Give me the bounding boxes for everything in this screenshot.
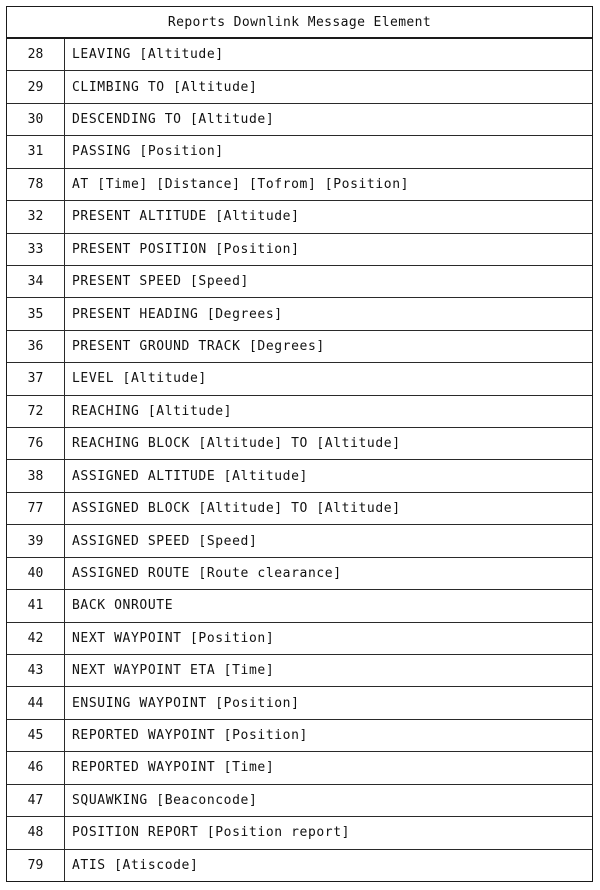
table-row <box>7 71 592 103</box>
table-row <box>7 525 592 557</box>
message-element: PASSING [Position] <box>72 144 224 160</box>
table-row <box>7 363 592 395</box>
message-element: ENSUING WAYPOINT [Position] <box>72 695 300 711</box>
table-row <box>7 396 592 428</box>
message-element: LEVEL [Altitude] <box>72 371 207 387</box>
message-number: 44 <box>7 687 65 718</box>
message-number: 72 <box>7 396 65 427</box>
table-row <box>7 201 592 233</box>
message-number: 41 <box>7 590 65 621</box>
message-number: 43 <box>7 655 65 686</box>
message-element: ASSIGNED SPEED [Speed] <box>72 533 258 549</box>
message-number: 46 <box>7 752 65 783</box>
message-element: NEXT WAYPOINT [Position] <box>72 630 275 646</box>
message-element: DESCENDING TO [Altitude] <box>72 112 275 128</box>
table-body <box>7 7 592 881</box>
message-number: 31 <box>7 136 65 167</box>
message-number: 79 <box>7 850 65 881</box>
message-element: REACHING BLOCK [Altitude] TO [Altitude] <box>72 436 401 452</box>
reports-downlink-table <box>6 6 593 882</box>
message-element: PRESENT ALTITUDE [Altitude] <box>72 209 300 225</box>
table-rows <box>7 39 592 881</box>
message-number: 39 <box>7 525 65 556</box>
message-number: 38 <box>7 460 65 491</box>
message-element: AT [Time] [Distance] [Tofrom] [Position] <box>72 176 410 192</box>
table-row <box>7 687 592 719</box>
table-row <box>7 104 592 136</box>
table-row <box>7 460 592 492</box>
table-row <box>7 558 592 590</box>
message-element: CLIMBING TO [Altitude] <box>72 79 258 95</box>
table-row <box>7 428 592 460</box>
message-element: ATIS [Atiscode] <box>72 857 199 873</box>
message-element: PRESENT POSITION [Position] <box>72 241 300 257</box>
table-row <box>7 623 592 655</box>
message-element: ASSIGNED BLOCK [Altitude] TO [Altitude] <box>72 501 401 517</box>
table-row <box>7 850 592 881</box>
message-element: SQUAWKING [Beaconcode] <box>72 792 258 808</box>
message-number: 47 <box>7 785 65 816</box>
table-row <box>7 298 592 330</box>
message-element: ASSIGNED ALTITUDE [Altitude] <box>72 468 308 484</box>
table-title: Reports Downlink Message Element <box>7 7 592 39</box>
message-number: 29 <box>7 71 65 102</box>
message-number: 77 <box>7 493 65 524</box>
table-row <box>7 590 592 622</box>
message-element: ASSIGNED ROUTE [Route clearance] <box>72 565 342 581</box>
message-number: 36 <box>7 331 65 362</box>
message-element: REACHING [Altitude] <box>72 403 233 419</box>
message-number: 30 <box>7 104 65 135</box>
table-row <box>7 493 592 525</box>
message-element: PRESENT HEADING [Degrees] <box>72 306 283 322</box>
message-number: 76 <box>7 428 65 459</box>
message-number: 42 <box>7 623 65 654</box>
message-number: 34 <box>7 266 65 297</box>
table-row <box>7 785 592 817</box>
table-row <box>7 655 592 687</box>
table-row <box>7 817 592 849</box>
message-number: 35 <box>7 298 65 329</box>
message-element: NEXT WAYPOINT ETA [Time] <box>72 663 275 679</box>
message-element: BACK ONROUTE <box>72 598 174 614</box>
table-row <box>7 720 592 752</box>
table-row <box>7 169 592 201</box>
message-element: REPORTED WAYPOINT [Position] <box>72 728 308 744</box>
message-number: 32 <box>7 201 65 232</box>
message-element: POSITION REPORT [Position report] <box>72 825 351 841</box>
message-element: PRESENT SPEED [Speed] <box>72 274 249 290</box>
table-row <box>7 39 592 71</box>
message-number: 48 <box>7 817 65 848</box>
message-element: PRESENT GROUND TRACK [Degrees] <box>72 339 325 354</box>
message-number: 37 <box>7 363 65 394</box>
message-element: REPORTED WAYPOINT [Time] <box>72 760 275 776</box>
message-number: 40 <box>7 558 65 589</box>
message-element: LEAVING [Altitude] <box>72 47 224 63</box>
message-number: 33 <box>7 234 65 265</box>
table-row <box>7 136 592 168</box>
table-row <box>7 752 592 784</box>
message-number: 45 <box>7 720 65 751</box>
message-number: 78 <box>7 169 65 200</box>
message-number: 28 <box>7 39 65 70</box>
table-row <box>7 331 592 363</box>
table-row <box>7 266 592 298</box>
table-row <box>7 234 592 266</box>
